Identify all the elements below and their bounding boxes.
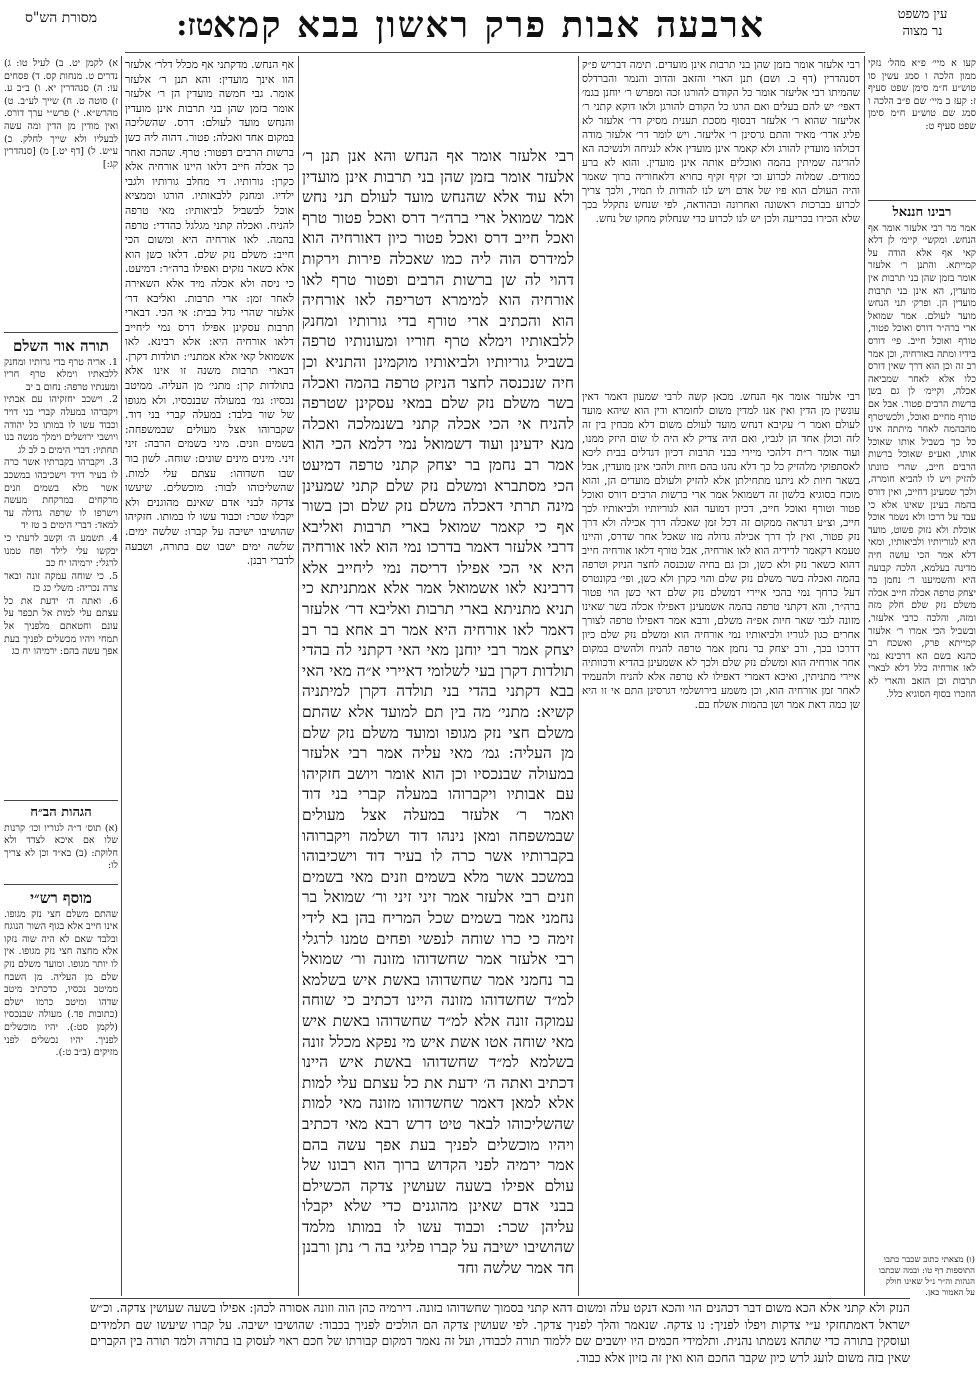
rule: [578, 56, 579, 1296]
rule: [4, 800, 118, 801]
musaf-rashi-title: מוסף רש״י: [30, 889, 92, 907]
torah-or-title: תורה אור השלם: [13, 337, 109, 355]
folio-number: טז:: [176, 8, 214, 43]
rule: [864, 56, 865, 1296]
rule: [90, 1298, 910, 1299]
torah-or-column: [4, 336, 118, 796]
page-title: ארבעה אבות פרק ראשון בבא קמא: [212, 4, 765, 46]
gemara-column: [302, 146, 574, 1296]
tosafot-column: [582, 390, 860, 1295]
hagahot-column: [4, 804, 118, 882]
masoret-hashas-text: א) לקמן יט. ב) לעיל טו: ג) נדרים ט. מנחות קס. ד) פסחים עו: ה) סנהדרין יא. ו) ב״ב ע. ז) סוטה ט. ח) שייך לע״ב. ט) מהרש״א. י) פרש״י ערך דורס. ואין מודין מן הדין ומה עשה לבעליו ולא שייך לחלק. כ) ע״ש. ל) [דף יט.] מ) [סנהדרין קג:]: [4, 58, 118, 170]
masoret-hashas-column: [4, 58, 118, 328]
musaf-rashi-text: שהתם משלם חצי נזק מגופו. אינו חייב אלא בגוף השור הנוגח ובלבד שאם לא היה שוה נזקו אלא מחצה חצי נזק מגופו. אין לו יותר מגופו. ומועד משלם נזק שלם מן העליה. מן השבח ממיטב נכסיו, כדכתיב מיטב שדהו ומיטב כרמו ישלם (כתובות פד.) מעולה שבנכסיו (לקמן סט:). יהיו מוכשלים לפניך. יהיו נכשלים לפני מזיקים (ב״ב ט:).: [4, 908, 118, 1059]
rashi-column: [125, 58, 294, 1296]
rabbenu-chananel-title: רבינו חננאל: [892, 205, 952, 220]
ein-mishpat-text: קעו א מיי׳ פ״א מהל׳ נזקי ממון הלכה ו סמג עשין סו טוש״ע ח״מ סימן שפט סעיף ז: קעז ב מיי׳ שם פ״ב הלכה ו סמג שם טוש״ע ח״מ סימן שפט סעיף ט:: [868, 58, 976, 132]
bottom-commentary: [90, 1300, 910, 1392]
ein-mishpat-column: [868, 58, 976, 198]
hagahot-text: (א) תוס׳ ד״ה לגוריו וכו׳ קרנות שלו אם איכא לצדד ולא חלוקת: (ב) בא״ד וכן לא צריך לו:: [4, 822, 118, 872]
rule: [298, 56, 299, 1296]
musaf-rashi-column: [4, 888, 118, 1178]
tosafot-top-text: רבי אלעזר אומר בזמן שהן בני תרבות אינן מועדים. תימה דבריש פ״ק דסנהדרין (דף ב. ושם) תנן הארי והזאב והדוב והנמר והברדלס שהמיתו רבי אליעזר אומר כל הקודם להורגו זכה ומפרש ר׳ יוחנן בגמ׳ דאפי׳ יש להם בעלים ואם הרגו כל הקודם להורגן ולאו דוקא קתני ר׳ אליעזר שהוא ר׳ אלעזר דבסוף מסכת תענית מסיק דר׳ אלעזר לא פליג אדר׳ מאיר והתם גרסינן ר׳ אליעזר. ויש לומר דר׳ אלעזר מודה דכולהו מועדין להורג ולא קאמר אינן מועדין אלא לנגיחה ולנשיכה הא להריגה שמיתין בהמה ואוכלים אותה אינן מועדין. והוא לא ברע כמודים. שמלוה לכרוע וכי זקיף זקיף כחויא דלאחוריה ברוך שאמר והיה העולם הוא פיו של אדם ויש לנו להודות לו תמיד, ולכך צריך לכרוע בברכות ראשונה ואחרונה ובהודאה, לפי שנחש נתקלל בכך שלא הכירו בכריעה ולכן יש לנו לכרוע כדי שנחלוק מחקו של נחש.: [582, 59, 860, 225]
ein-mishpat-header: עין משפט נר מצוה: [897, 7, 948, 39]
tosafot-column-text: רבי אלעזר אומר אף הנחש. מכאן קשה לרבי שמעון דאמר דאין עונשין מן הדין ואין אנו למדין משום לחומרא ודין הוא שיהא מועד לעולם ואמר ר׳ עקיבא דנחש מועד לעולם משום דלא מבחין בין זה לזה וכולן אחד הן לגביו, ואם היה צדיק לא היה לו שום היזק ממנו, ועוד אומר ר״ת דלהכי מיירי בבני תרבות דכיון דגדלים בבית ליכא לאסתפוקי מלהזיק כל כך דלא נהגו בהם חיות ולהכי אינן מועדין, אבל בשאר חיות לא ניתנו מתחילתן אלא להזיק ולעולם מועדים הן, והוא מוכח בסוגיא בלשון זה דשמואל אמר ארי ברשות הרבים דורס ואוכל פטור וטורף ואוכל חייב, דכיון דמועד הוא לגוריותיו ולביאותיו לכך חייב, וצ״ע דנראה ממקום זה דכל זמן שאכלה דרך אכילה ולא דרך נזק פטור, ואין לך דרך אכילה גדולה מזו שאכל אחר שדרס, והיינו טעמא דקאמר לדידיה הוא לאו אורחיה, אבל טורף דלאו אורחיה חייב דהוא כשאר נזק ולא כשן, וכן גם בחיה שנכנסה לחצר הניזק וטרפה בהמה ואכלה בשר משלם נזק שלם והוי כקרן ולא כשן, ופי׳ בקונטרס דעל כרחך נמי בהכי איירי דמשלם נזק שלם דאי כשן הוי פטור ברה״ר, והא דקתני טרפה בהמה אשמעינן דאפילו אכלה בשר שאינו מזונה לגבי שאר חיות אפ״ה משלם, ורבא אמר דאפילו טרפה לצורך אחרים כגון לגוריו ולביאותיו נמי אורחיה הוא ומשלם נזק שלם כיון דדרכו בכך, ורב יצחק בר נחמן אמר טרפה להניח ולהשים במקום אחר אורחיה הוא ומשלם נזק שלם ולכך לא אשמעינן בהדיא ודכוותיה איירי מתניתין, ואיכא דאמרי דאפילו לא טרפה אלא להניח ולהעמיד לאחר זמן אורחיה הוא, וכן משמע בירושלמי דגרסינן התם אי זו היא שן כמה דאת אמר ושן בהמות אשלח בם.: [582, 391, 860, 711]
rashi-text: אף הנחש. מדקתני אף מכלל דלר׳ אלעזר הוו אינך מועדין: והא תנן ר׳ אלעזר אומר. גבי חמשה מועדין הן ר׳ אלעזר אומר בזמן שהן בני תרבות אינן מועדין והנחש מועד לעולם: דרס. שהשליכה במקום אחד ואכלה: פטור. דהוה ליה כשן ברשות הרבים דפטור: טרף. שהכה ואחר כך אכלה חייב דלאו היינו אורחיה אלא כקרן: גורותיו. די מחלב גורותיו ולגבי ילדיו. ומחנק ללבאותיו. הורגו וממציא אוכל לבשביל לביאותיו: מאי טרפה להניח. ואכלה קתני מגלגל כהדדי: טרפה בהמה. לאו אורחיה היא ומשום הכי חייב: משלם נזק שלם. דלאו כשן הוא אלא כשאר נזקים ואפילו ברה״ר: דמיעט. כי ניסה ולא אכלה מיד אלא השאירה לאחר זמן: ארי תרבות. ואליבא דר׳ אלעזר שהרי גדל בבית: אי הכי. דבארי תרבות עסקינן אפילו דרס נמי ליחייב דלאו אורחיה היא: אלא רבינא. לאו אשמואל קאי אלא אמתני׳: תולדות דקרן. דבארי תרבות משנה זו אינו אלא בתולדות קרן: מתני׳ מן העליה. ממיטב נכסיו: גמ׳ במעולה שבנכסיו. ולא מגופו של שור בלבד: במעלה קברי בני דוד. שקברוהו אצל מעולים שבמשפחה: בשמים וזנים. מיני בשמים הרבה: זיני זיני. מינים מינים שונים: שוחה. לשון בור שבו חשדוהו: עצתם עלי למות. שהשליכוהו לבור: מוכשלים. שיעשו צדקה לבני אדם שאינם מהוגנים ולא יקבלו שכר: וכבוד עשו לו במותו. חזקיהו שהושיבו ישיבה על קברו: שלשה ימים. שלשה ימים ישבו שם בתורה, ושבעה לדברי רבנן.: [125, 58, 294, 568]
footnote-text: (ו) מצאתי כתוב שכבר כתבו התוספות דף טו: ובמה שכתבו הגהות וה״ר נ״ל שאינו חולק על האמור כאן.: [878, 1255, 975, 1298]
rule: [4, 884, 118, 885]
rule: [121, 56, 122, 1296]
torah-or-text: 1. אריה טרף בדי גרותיו ומחנק ללבאתיו וימלא טרף חריו ומענתיו טרפה: נחום ב יב 2. וישכב יחזקיהו עם אבתיו ויקברהו במעלה קברי בני דויד וכבוד עשו לו במותו כל יהודה ויושבי ירושלים וימלך מנשה בנו תחתיו: דברי הימים ב לב לג 3. ויקברהו בקברתיו אשר כרה לו בעיר דויד וישכיבהו במשכב אשר מלא בשמים וזנים מרקחים במרקחת מעשה וישרפו לו שרפה גדולה עד למאד: דברי הימים ב טז יד 4. תשמע ה׳ וקשב לרעתי כי יבקשו עלי לילד ופח טמנו לרגלי: ירמיהו יח כב 5. כי שוחה עמקה זונה ובאר צרה נכריה: משלי כג כז 6. ואתה ה׳ ידעת את כל עצתם עלי למות אל תכפר על עונם וחטאתם מלפניך אל תמחי ויהיו מכשלים לפניך בעת אפך עשה בהם: ירמיהו יח כג: [4, 356, 118, 658]
tosafot-top-block: [582, 58, 860, 386]
gemara-text: רבי אלעזר אומר אף הנחש והא אנן תנן ר׳ אלעזר אומר בזמן שהן בני תרבות אינן מועדין ולא עוד אלא שהנחש מועד לעולם תני נחש אמר שמואל ארי ברה״ר דרס ואכל פטור טרף ואכל חייב דרס ואכל פטור כיון דאורחיה הוא למידרס הוה ליה כמו שאכלה פירות וירקות דהוי לה שן ברשות הרבים ופטור טרף לאו אורחיה הוא למימרא דטריפה לאו אורחיה הוא והכתיב ארי טורף בדי גורותיו ומחנק ללבאותיו וימלא טרף חוריו ומעונותיו טרפה בשביל גוריותיו ולביאותיו מוקמינן והתניא וכן חיה שנכנסה לחצר הניזק טרפה בהמה ואכלה בשר משלם נזק שלם במאי עסקינן שטרפה להניח אי הכי אכלה קתני בשנמלכה ואכלה מנא ידעינן ועוד דשמואל נמי דלמא הכי הוא אמר רב נחמן בר יצחק קתני טרפה דמיעט הכי מסתברא ומשלם נזק שלם קתני שמעינן מינה תרתי דאכלה משלם נזק שלם וכן בשור אף כי קאמר שמואל בארי תרבות ואליבא דרבי אלעזר דאמר בדרכו נמי הוא לאו אורחיה היא אי הכי אפילו דריסה נמי ליחייב אלא דרבינא לאו אשמואל אמר אלא אמתניתא כי תניא מתניתא בארי תרבות ואליבא דר׳ אלעזר דאמר לאו אורחיה היא אמר רב אחא בר רב יצחק אמר רבי יוחנן מאי האי דקתני לה בהדי תולדות דקרן בעי לשלומי דאיירי א״ה מאי האי בבא דקתני בהדי בני תולדה דקרן למיתניה קשיא: מתני׳ מה בין תם למועד אלא שהתם משלם חצי נזק מגופו ומועד משלם נזק שלם מן העליה: גמ׳ מאי עליה אמר רבי אלעזר במעולה שבנכסיו וכן הוא אומר ויושב חזקיהו עם אבותיו ויקברוהו במעלה קברי בני דוד ואמר ר׳ אלעזר במעלה אצל מעולים שבמשפחה ומאן נינהו דוד ושלמה ויקברוהו בקברותיו אשר כרה לו בעיר דוד וישכיבוהו במשכב אשר מלא בשמים וזנים מאי בשמים וזנים רבי אלעזר אמר זיני זיני ור׳ שמואל בר נחמני אמר בשמים שכל המריח בהן בא לידי זימה כי כרו שוחה לנפשי ופחים טמנו לרגלי רבי אלעזר אמר שחשדוהו מזונה ור׳ שמואל בר נחמני אמר שחשדוהו באשת איש בשלמא למ״ד שחשדוהו מזונה היינו דכתיב כי שוחה עמוקה זונה אלא למ״ד שחשדוהו באשת איש מאי שוחה אטו אשת איש מי נפקא מכלל זונה בשלמא למ״ד שחשדוהו באשת איש היינו דכתיב ואתה ה׳ ידעת את כל עצתם עלי למות אלא למאן דאמר שחשדוהו מזונה מאי למות שהשליכוהו לבאר טיט דרש רבא מאי דכתיב ויהיו מוכשלים לפניך בעת אפך עשה בהם אמר ירמיה לפני הקדוש ברוך הוא רבונו של עולם אפילו בשעה שעושין צדקה הכשילם בבני אדם שאינן מהוגנים כדי שלא יקבלו עליהן שכר: וכבוד עשו לו במותו מלמד שהושיבו ישיבה על קברו פליגי בה ר׳ נתן ורבנן חד אמר שלשה וחד: [302, 147, 574, 1278]
header-rule: [125, 52, 865, 53]
rabbenu-chananel-text: אמר מר רבי אלעזר אומר אף הנחש. ומקשי׳ קיימ׳ לן דלא קאי אף אלא הודה על קמייתא. והתנן ר׳ אלעזר אומר בזמן שהן בני תרבות אין מועדין, הא אינן בני תרבות מועדין הן. ופרק׳ תני הנחש מועד לעולם. אמר שמואל ארי ברה״ר דורס ואוכל פטור, טורף ואוכל חייב. פי׳ דורס בידיו ומתה באורחיה, וכן אמר רב זה וכן הוא דרך שאין דורס כלו אלא לאחר שמביאה אכלה, וקיימ׳ לן גם בשן ברשות הרבים פטור. אבל אם טורף מחיים ואוכל, ולכשיטרף מהבהמה לאחר מיתתה אינו כל כך בשביל אותו שאוכל אותו, ואע״פ שאוכל ברשות הרבים חייב, שהרי כוונתו להזיק ויש לו להביא חומרה, ולכך שמעינן דחייב, ואין דורס בהמה בעינן שאינו אלא כי עבד על דרכו ולא נשמר אוכל אוכלת ולא נזוק פשוט, מועד היא לגוריותיו ולביאותיו, ומאי דלא אמר הכי עושה חיה מדינה בעלמא, הלכה קבועה היא והשמיענו ר׳ נחמן בר יצחק טרפה אכלה חייב אכלה משלם נזק שלם חלק מזה ומזה, והלכה כרבי אלעזר, ובשביל הכי אמרו ר׳ אלעזר קמייתא פרק, ואשכח רב כהנא בשם הא דרבינא נמי לאו אורחיה כלל דלא לבארי תרבות וכן הזאב והארי לא הוזכרו בסוף הסוגיא כלל.: [868, 222, 976, 700]
masoret-header: מסורת הש"ס: [24, 10, 98, 26]
rule: [868, 200, 976, 201]
bottom-commentary-text: הנזק ולא קתני אלא הכא משום דבר דכהנים הוי והכא דנקט עלה ומשום דהא קתני בסמוך שחשדוהו בזונה. דירמיה כהן הוה וזונה אסורה לכהן: אפילו בשעה שעושין צדקה. וכ״ש ישראל דאמתחזקי ע״י צדקות ויפלו לפניך: נו צדקה. שנאמר והלך לפניך צדקך. לפי שעושין צדקה הם הולכים לפניך בכבוד: שהושיבו ישיבה. על קברו שיעשו שם תלמידים ועוסקין בתורה כדי שתהא נשמתו נהנית. ותלמידי חכמים היו יושבים שם ללמוד תורה לכבודו, ועל זה נאמר דמקום קבורתו של חכם ראוי לעסוק בו בתורה ולמד תורה בין הקברים שאין בזה משום לועג לרש כיון שקבר החכם הוא ואין זה בזיון אלא כבוד.: [90, 1301, 910, 1365]
rabbenu-chananel-column: [868, 204, 976, 1214]
rule: [4, 332, 118, 333]
hagahot-title: הגהות הב״ח: [30, 805, 92, 820]
